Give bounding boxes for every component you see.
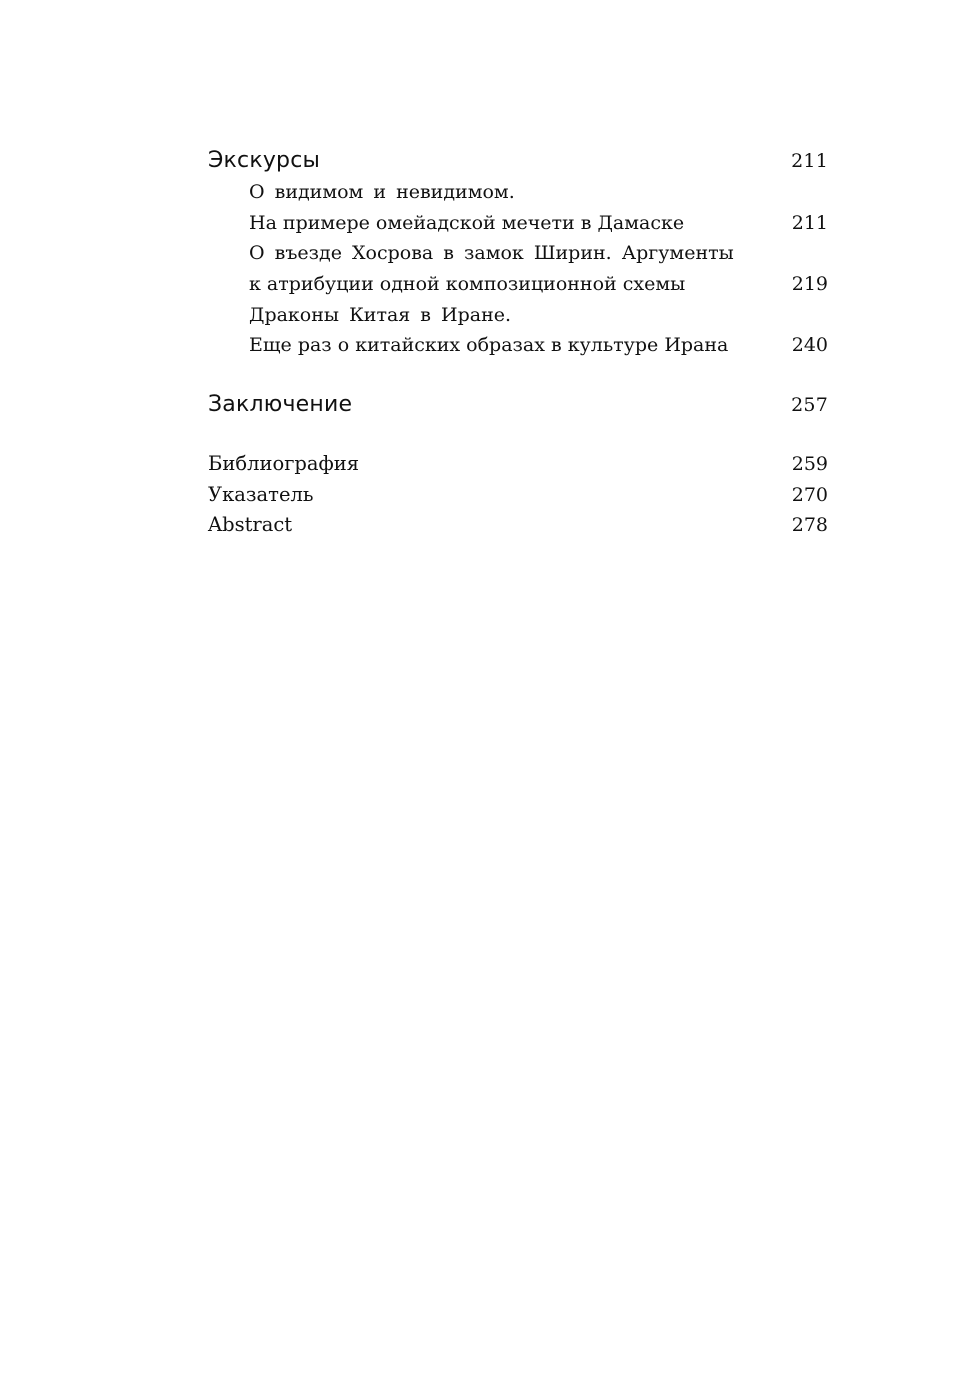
page-number: 259 — [791, 453, 828, 476]
toc-subentry-line — [208, 269, 828, 300]
entry-title: Указатель — [208, 482, 314, 506]
subentry-title-line: Еще раз о китайских образах в культуре Ирана — [249, 334, 729, 357]
page-number: 219 — [791, 273, 828, 296]
page-number: 278 — [791, 514, 828, 537]
toc-subentry-line — [208, 300, 828, 331]
table-of-contents — [208, 145, 828, 541]
page-number: 257 — [791, 394, 828, 417]
subentry-title-line: На примере омейадской мечети в Дамаске — [249, 211, 685, 234]
entry-title: Abstract — [208, 513, 293, 537]
section-title: Заключение — [208, 392, 353, 418]
subentry-title-line: О въезде Хосрова в замок Ширин. Аргументы — [249, 242, 734, 265]
subentry-title-line: Драконы Китая в Иране. — [249, 303, 512, 326]
toc-subentry-line — [208, 177, 828, 208]
spacer — [208, 361, 828, 389]
spacer — [208, 421, 828, 449]
section-title: Экскурсы — [208, 148, 321, 173]
toc-subentry-line — [208, 208, 828, 239]
toc-entry-bibliography — [208, 449, 828, 480]
subentry-title-line: к атрибуции одной композиционной схемы — [249, 273, 686, 296]
toc-entry-index — [208, 480, 828, 511]
subentry-title-line: О видимом и невидимом. — [249, 181, 515, 203]
toc-subentry-line — [208, 330, 828, 361]
toc-subentry-line — [208, 238, 828, 269]
page-number: 211 — [791, 150, 828, 172]
toc-section-excursions — [208, 145, 828, 177]
entry-title: Библиография — [208, 452, 360, 476]
toc-section-conclusion — [208, 389, 828, 421]
page-number: 240 — [791, 334, 828, 357]
page-number: 211 — [791, 211, 828, 234]
toc-entry-abstract — [208, 510, 828, 541]
page-number: 270 — [791, 483, 828, 506]
